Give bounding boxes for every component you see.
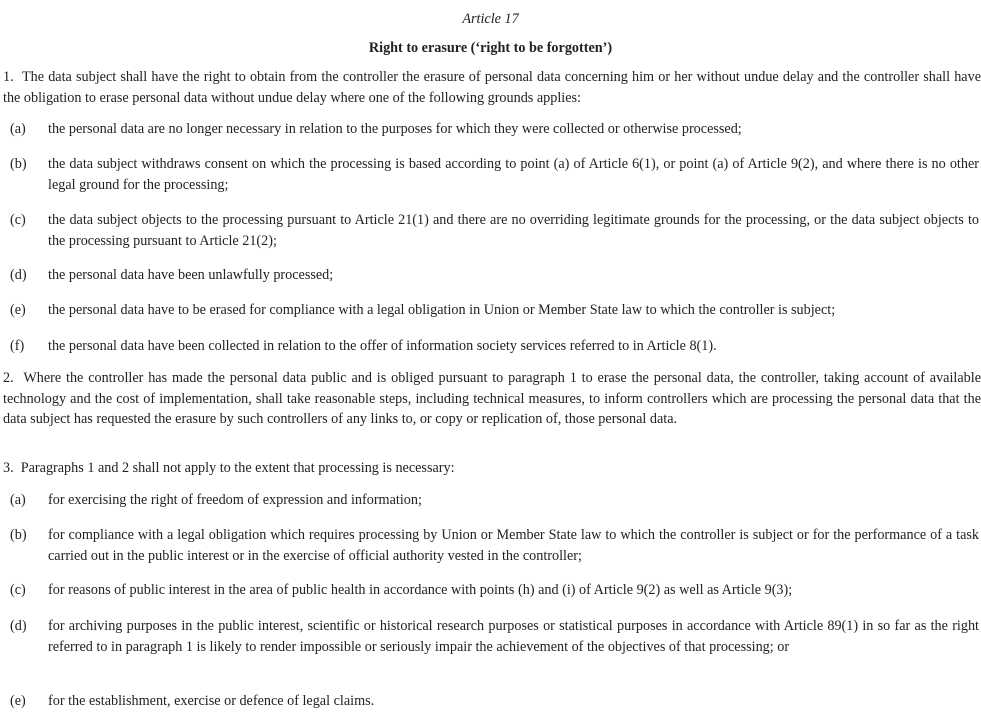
list-item-label: (b) bbox=[10, 527, 27, 543]
list-item-text: for reasons of public interest in the area of public health in accordance with points (h) and (i) of Article 9(2) as well as Article 9(3); bbox=[48, 582, 793, 598]
list-item-label: (c) bbox=[10, 582, 26, 598]
list-item-label: (e) bbox=[10, 302, 26, 318]
list-item-text: for the establishment, exercise or defence of legal claims. bbox=[48, 693, 375, 709]
list-item-label: (b) bbox=[10, 156, 27, 172]
list-item-text: for exercising the right of freedom of expression and information; bbox=[48, 492, 422, 508]
list-item-label: (d) bbox=[10, 267, 27, 283]
article-title: Right to erasure (‘right to be forgotten’) bbox=[368, 40, 613, 56]
paragraph-2: 2. Where the controller has made the personal data public and is obliged pursuant to paragraph 1 to erase the personal data, the controller, taking account of available technology and the cost of implementation, shall take reasonable steps, including technical measures, to inform controllers which are processing the personal data that the data subject has requested the erasure by such controllers of any links to, or copy or replication of, those personal data. bbox=[3, 370, 981, 427]
list-item-text: the personal data have to be erased for compliance with a legal obligation in Union or Member State law to which the controller is subject; bbox=[48, 302, 836, 318]
list-item-label: (a) bbox=[10, 492, 26, 508]
list-item-text: the data subject objects to the processing pursuant to Article 21(1) and there are no overriding legitimate grounds for the processing, or the data subject objects to the processing pursuant to Article 21(2); bbox=[48, 212, 979, 249]
list-item-text: for compliance with a legal obligation which requires processing by Union or Member State law to which the controller is subject or for the performance of a task carried out in the public interest or in the exercise of official authority vested in the controller; bbox=[48, 527, 979, 564]
list-item-label: (c) bbox=[10, 212, 26, 228]
list-item-label: (a) bbox=[10, 121, 26, 137]
list-item-label: (d) bbox=[10, 618, 27, 634]
list-item-text: for archiving purposes in the public interest, scientific or historical research purposes or statistical purposes in accordance with Article 89(1) in so far as the right referred to in paragraph 1 is likely to render impossible or seriously impair the achievement of the objectives of that processing; or bbox=[48, 618, 979, 655]
list-item-text: the personal data have been unlawfully processed; bbox=[48, 267, 334, 283]
paragraph-1: 1. The data subject shall have the right to obtain from the controller the erasure of personal data concerning him or her without undue delay and the controller shall have the obligation to erase personal data without undue delay where one of the following grounds applies: bbox=[3, 69, 981, 106]
list-item-label: (e) bbox=[10, 693, 26, 709]
paragraph-3: 3. Paragraphs 1 and 2 shall not apply to the extent that processing is necessary: bbox=[3, 460, 455, 476]
list-item-text: the personal data have been collected in relation to the offer of information society services referred to in Article 8(1). bbox=[48, 338, 717, 354]
article-number: Article 17 bbox=[462, 11, 519, 27]
list-item-text: the personal data are no longer necessary in relation to the purposes for which they were collected or otherwise processed; bbox=[48, 121, 742, 137]
list-item-label: (f) bbox=[10, 338, 25, 354]
list-item-text: the data subject withdraws consent on which the processing is based according to point (a) of Article 6(1), or point (a) of Article 9(2), and where there is no other legal ground for the processing; bbox=[48, 156, 979, 193]
